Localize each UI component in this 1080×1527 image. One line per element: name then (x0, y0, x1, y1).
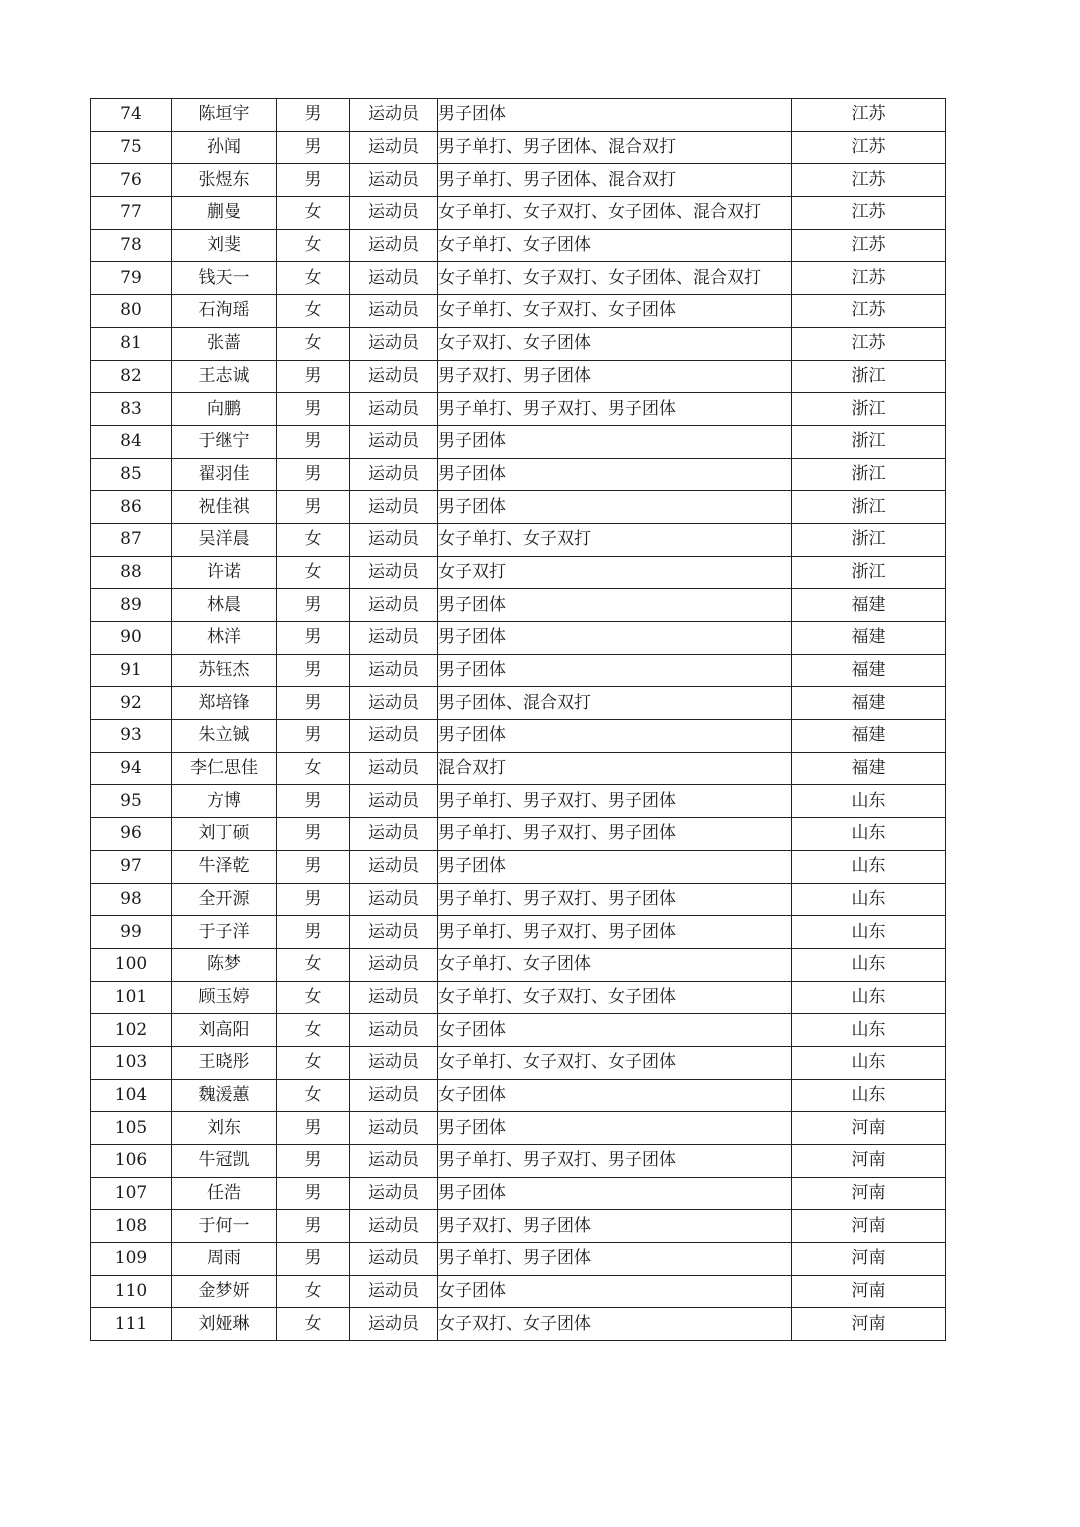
row-number: 90 (91, 622, 172, 655)
athlete-events: 男子双打、男子团体 (438, 360, 792, 393)
athlete-name: 朱立铖 (172, 720, 277, 753)
athlete-gender: 女 (277, 327, 350, 360)
athlete-province: 山东 (792, 1079, 946, 1112)
athlete-name: 李仁思佳 (172, 752, 277, 785)
table-row (91, 1046, 946, 1079)
athlete-gender: 男 (277, 1112, 350, 1145)
row-number: 88 (91, 556, 172, 589)
athlete-role: 运动员 (350, 1243, 438, 1276)
athlete-role: 运动员 (350, 262, 438, 295)
athlete-gender: 男 (277, 393, 350, 426)
athlete-events: 女子单打、女子双打 (438, 523, 792, 556)
row-number: 80 (91, 295, 172, 328)
athlete-events: 女子双打、女子团体 (438, 1308, 792, 1341)
athlete-province: 江苏 (792, 262, 946, 295)
athlete-role: 运动员 (350, 1046, 438, 1079)
athlete-gender: 男 (277, 164, 350, 197)
athlete-role: 运动员 (350, 1112, 438, 1145)
table-row (91, 556, 946, 589)
athlete-province: 浙江 (792, 393, 946, 426)
athlete-events: 女子团体 (438, 1079, 792, 1112)
athlete-province: 浙江 (792, 360, 946, 393)
athlete-name: 刘东 (172, 1112, 277, 1145)
athlete-name: 周雨 (172, 1243, 277, 1276)
athlete-gender: 女 (277, 197, 350, 230)
athlete-events: 男子单打、男子双打、男子团体 (438, 785, 792, 818)
athlete-province: 浙江 (792, 556, 946, 589)
athlete-role: 运动员 (350, 295, 438, 328)
table-row (91, 229, 946, 262)
athlete-events: 男子团体 (438, 491, 792, 524)
row-number: 77 (91, 197, 172, 230)
table-row (91, 425, 946, 458)
row-number: 74 (91, 99, 172, 132)
table-row (91, 295, 946, 328)
row-number: 110 (91, 1275, 172, 1308)
athlete-events: 女子单打、女子双打、女子团体 (438, 981, 792, 1014)
athlete-events: 男子团体 (438, 589, 792, 622)
athlete-name: 翟羽佳 (172, 458, 277, 491)
athlete-province: 山东 (792, 818, 946, 851)
table-row (91, 1145, 946, 1178)
athlete-role: 运动员 (350, 131, 438, 164)
athlete-province: 山东 (792, 1014, 946, 1047)
table-row (91, 360, 946, 393)
athlete-name: 祝佳祺 (172, 491, 277, 524)
row-number: 103 (91, 1046, 172, 1079)
athlete-events: 男子单打、男子双打、男子团体 (438, 818, 792, 851)
athlete-name: 郑培锋 (172, 687, 277, 720)
athlete-role: 运动员 (350, 720, 438, 753)
row-number: 84 (91, 425, 172, 458)
athlete-gender: 女 (277, 1046, 350, 1079)
table-row (91, 1112, 946, 1145)
table-row (91, 131, 946, 164)
athlete-gender: 男 (277, 360, 350, 393)
row-number: 104 (91, 1079, 172, 1112)
table-row (91, 1308, 946, 1341)
athlete-name: 苏钰杰 (172, 654, 277, 687)
athlete-events: 女子单打、女子双打、女子团体、混合双打 (438, 197, 792, 230)
athlete-province: 浙江 (792, 425, 946, 458)
athlete-role: 运动员 (350, 818, 438, 851)
row-number: 111 (91, 1308, 172, 1341)
athlete-events: 男子单打、男子团体、混合双打 (438, 164, 792, 197)
athlete-gender: 男 (277, 425, 350, 458)
athlete-province: 河南 (792, 1243, 946, 1276)
table-row (91, 99, 946, 132)
athlete-role: 运动员 (350, 1210, 438, 1243)
athlete-role: 运动员 (350, 1014, 438, 1047)
athlete-name: 任浩 (172, 1177, 277, 1210)
table-row (91, 1275, 946, 1308)
row-number: 101 (91, 981, 172, 1014)
table-row (91, 327, 946, 360)
table-row (91, 1210, 946, 1243)
athlete-role: 运动员 (350, 948, 438, 981)
athlete-name: 陈梦 (172, 948, 277, 981)
athlete-gender: 男 (277, 99, 350, 132)
table-row (91, 262, 946, 295)
row-number: 82 (91, 360, 172, 393)
row-number: 76 (91, 164, 172, 197)
row-number: 97 (91, 850, 172, 883)
athlete-name: 张蔷 (172, 327, 277, 360)
athlete-province: 福建 (792, 752, 946, 785)
athlete-events: 女子团体 (438, 1275, 792, 1308)
row-number: 96 (91, 818, 172, 851)
row-number: 107 (91, 1177, 172, 1210)
athlete-gender: 男 (277, 131, 350, 164)
athlete-gender: 男 (277, 720, 350, 753)
table-row (91, 883, 946, 916)
athlete-province: 河南 (792, 1177, 946, 1210)
athlete-role: 运动员 (350, 785, 438, 818)
athlete-gender: 男 (277, 883, 350, 916)
athlete-name: 方博 (172, 785, 277, 818)
athlete-name: 全开源 (172, 883, 277, 916)
athlete-role: 运动员 (350, 327, 438, 360)
athlete-province: 山东 (792, 1046, 946, 1079)
athlete-province: 江苏 (792, 164, 946, 197)
athlete-role: 运动员 (350, 752, 438, 785)
athlete-role: 运动员 (350, 687, 438, 720)
athlete-events: 女子单打、女子双打、女子团体 (438, 295, 792, 328)
athlete-name: 于子洋 (172, 916, 277, 949)
athlete-role: 运动员 (350, 850, 438, 883)
row-number: 95 (91, 785, 172, 818)
athlete-name: 魏湲蕙 (172, 1079, 277, 1112)
table-row (91, 948, 946, 981)
athlete-province: 浙江 (792, 458, 946, 491)
athlete-province: 山东 (792, 785, 946, 818)
athlete-events: 女子单打、女子双打、女子团体 (438, 1046, 792, 1079)
athlete-gender: 男 (277, 654, 350, 687)
table-row (91, 654, 946, 687)
table-row (91, 164, 946, 197)
athlete-name: 牛冠凯 (172, 1145, 277, 1178)
table-row (91, 523, 946, 556)
athlete-province: 河南 (792, 1112, 946, 1145)
athlete-role: 运动员 (350, 916, 438, 949)
athlete-gender: 女 (277, 1079, 350, 1112)
athlete-province: 福建 (792, 687, 946, 720)
athlete-events: 男子单打、男子团体 (438, 1243, 792, 1276)
athlete-role: 运动员 (350, 654, 438, 687)
athlete-province: 山东 (792, 916, 946, 949)
table-row (91, 916, 946, 949)
row-number: 78 (91, 229, 172, 262)
athlete-events: 男子单打、男子双打、男子团体 (438, 393, 792, 426)
athlete-role: 运动员 (350, 99, 438, 132)
table-row (91, 1014, 946, 1047)
athlete-events: 男子单打、男子团体、混合双打 (438, 131, 792, 164)
athlete-gender: 男 (277, 1210, 350, 1243)
athlete-events: 男子团体 (438, 1112, 792, 1145)
row-number: 83 (91, 393, 172, 426)
athlete-gender: 女 (277, 556, 350, 589)
athlete-name: 王志诚 (172, 360, 277, 393)
athlete-province: 浙江 (792, 491, 946, 524)
athlete-name: 刘丁硕 (172, 818, 277, 851)
athlete-events: 男子团体 (438, 99, 792, 132)
athlete-events: 男子团体 (438, 425, 792, 458)
row-number: 79 (91, 262, 172, 295)
athlete-gender: 女 (277, 752, 350, 785)
athlete-events: 男子团体 (438, 1177, 792, 1210)
athlete-name: 刘高阳 (172, 1014, 277, 1047)
roster-table (90, 98, 946, 1341)
row-number: 92 (91, 687, 172, 720)
athlete-name: 顾玉婷 (172, 981, 277, 1014)
athlete-name: 王晓彤 (172, 1046, 277, 1079)
athlete-gender: 女 (277, 229, 350, 262)
table-row (91, 1243, 946, 1276)
athlete-province: 河南 (792, 1308, 946, 1341)
athlete-role: 运动员 (350, 1177, 438, 1210)
athlete-name: 蒯曼 (172, 197, 277, 230)
row-number: 94 (91, 752, 172, 785)
athlete-gender: 男 (277, 785, 350, 818)
athlete-events: 女子单打、女子双打、女子团体、混合双打 (438, 262, 792, 295)
table-row (91, 752, 946, 785)
athlete-province: 江苏 (792, 99, 946, 132)
athlete-name: 向鹏 (172, 393, 277, 426)
athlete-name: 于何一 (172, 1210, 277, 1243)
athlete-province: 浙江 (792, 523, 946, 556)
row-number: 99 (91, 916, 172, 949)
table-row (91, 818, 946, 851)
athlete-gender: 男 (277, 491, 350, 524)
athlete-events: 女子双打、女子团体 (438, 327, 792, 360)
athlete-role: 运动员 (350, 1079, 438, 1112)
table-row (91, 1079, 946, 1112)
athlete-events: 女子单打、女子团体 (438, 948, 792, 981)
row-number: 91 (91, 654, 172, 687)
row-number: 86 (91, 491, 172, 524)
athlete-gender: 男 (277, 458, 350, 491)
athlete-events: 女子团体 (438, 1014, 792, 1047)
athlete-events: 男子双打、男子团体 (438, 1210, 792, 1243)
athlete-gender: 男 (277, 589, 350, 622)
athlete-events: 男子单打、男子双打、男子团体 (438, 1145, 792, 1178)
athlete-gender: 女 (277, 523, 350, 556)
table-row (91, 589, 946, 622)
athlete-province: 福建 (792, 720, 946, 753)
athlete-gender: 女 (277, 262, 350, 295)
athlete-province: 福建 (792, 654, 946, 687)
athlete-gender: 男 (277, 818, 350, 851)
row-number: 108 (91, 1210, 172, 1243)
table-row (91, 720, 946, 753)
table-row (91, 785, 946, 818)
athlete-name: 林洋 (172, 622, 277, 655)
athlete-name: 林晨 (172, 589, 277, 622)
table-row (91, 850, 946, 883)
athlete-gender: 女 (277, 295, 350, 328)
athlete-events: 男子团体 (438, 622, 792, 655)
athlete-name: 于继宁 (172, 425, 277, 458)
athlete-events: 女子单打、女子团体 (438, 229, 792, 262)
athlete-role: 运动员 (350, 197, 438, 230)
athlete-role: 运动员 (350, 1275, 438, 1308)
athlete-gender: 男 (277, 1243, 350, 1276)
athlete-gender: 男 (277, 622, 350, 655)
athlete-name: 刘斐 (172, 229, 277, 262)
row-number: 109 (91, 1243, 172, 1276)
athlete-gender: 女 (277, 948, 350, 981)
athlete-role: 运动员 (350, 425, 438, 458)
athlete-events: 女子双打 (438, 556, 792, 589)
athlete-gender: 女 (277, 1275, 350, 1308)
athlete-gender: 男 (277, 687, 350, 720)
athlete-name: 石洵瑶 (172, 295, 277, 328)
athlete-events: 男子团体 (438, 654, 792, 687)
table-row (91, 458, 946, 491)
athlete-province: 江苏 (792, 131, 946, 164)
athlete-province: 河南 (792, 1275, 946, 1308)
athlete-role: 运动员 (350, 164, 438, 197)
athlete-events: 男子单打、男子双打、男子团体 (438, 916, 792, 949)
athlete-name: 刘娅琳 (172, 1308, 277, 1341)
athlete-events: 男子团体 (438, 850, 792, 883)
table-row (91, 1177, 946, 1210)
row-number: 106 (91, 1145, 172, 1178)
table-row (91, 393, 946, 426)
athlete-role: 运动员 (350, 981, 438, 1014)
athlete-name: 钱天一 (172, 262, 277, 295)
row-number: 102 (91, 1014, 172, 1047)
row-number: 81 (91, 327, 172, 360)
athlete-province: 河南 (792, 1145, 946, 1178)
row-number: 98 (91, 883, 172, 916)
athlete-role: 运动员 (350, 622, 438, 655)
athlete-role: 运动员 (350, 491, 438, 524)
row-number: 100 (91, 948, 172, 981)
athlete-gender: 女 (277, 981, 350, 1014)
athlete-name: 孙闻 (172, 131, 277, 164)
athlete-name: 牛泽乾 (172, 850, 277, 883)
athlete-events: 男子团体 (438, 458, 792, 491)
athlete-role: 运动员 (350, 360, 438, 393)
athlete-role: 运动员 (350, 229, 438, 262)
athlete-gender: 男 (277, 850, 350, 883)
athlete-role: 运动员 (350, 393, 438, 426)
table-row (91, 197, 946, 230)
row-number: 93 (91, 720, 172, 753)
athlete-province: 江苏 (792, 327, 946, 360)
athlete-province: 河南 (792, 1210, 946, 1243)
row-number: 85 (91, 458, 172, 491)
athlete-gender: 男 (277, 1177, 350, 1210)
athlete-province: 山东 (792, 883, 946, 916)
table-row (91, 981, 946, 1014)
athlete-name: 张煜东 (172, 164, 277, 197)
athlete-role: 运动员 (350, 458, 438, 491)
athlete-gender: 男 (277, 916, 350, 949)
athlete-province: 福建 (792, 622, 946, 655)
roster-body (91, 99, 946, 1341)
row-number: 105 (91, 1112, 172, 1145)
row-number: 89 (91, 589, 172, 622)
athlete-province: 江苏 (792, 197, 946, 230)
athlete-province: 福建 (792, 589, 946, 622)
athlete-events: 混合双打 (438, 752, 792, 785)
athlete-name: 陈垣宇 (172, 99, 277, 132)
athlete-role: 运动员 (350, 1145, 438, 1178)
athlete-province: 江苏 (792, 229, 946, 262)
athlete-role: 运动员 (350, 1308, 438, 1341)
athlete-role: 运动员 (350, 883, 438, 916)
row-number: 87 (91, 523, 172, 556)
athlete-role: 运动员 (350, 556, 438, 589)
athlete-gender: 女 (277, 1308, 350, 1341)
athlete-province: 山东 (792, 850, 946, 883)
athlete-events: 男子团体 (438, 720, 792, 753)
table-row (91, 622, 946, 655)
athlete-role: 运动员 (350, 589, 438, 622)
athlete-province: 江苏 (792, 295, 946, 328)
athlete-name: 吴洋晨 (172, 523, 277, 556)
athlete-gender: 男 (277, 1145, 350, 1178)
athlete-gender: 女 (277, 1014, 350, 1047)
athlete-province: 山东 (792, 981, 946, 1014)
athlete-name: 金梦妍 (172, 1275, 277, 1308)
roster-sheet (90, 98, 945, 1341)
athlete-province: 山东 (792, 948, 946, 981)
athlete-events: 男子团体、混合双打 (438, 687, 792, 720)
table-row (91, 491, 946, 524)
athlete-name: 许诺 (172, 556, 277, 589)
athlete-events: 男子单打、男子双打、男子团体 (438, 883, 792, 916)
table-row (91, 687, 946, 720)
row-number: 75 (91, 131, 172, 164)
athlete-role: 运动员 (350, 523, 438, 556)
